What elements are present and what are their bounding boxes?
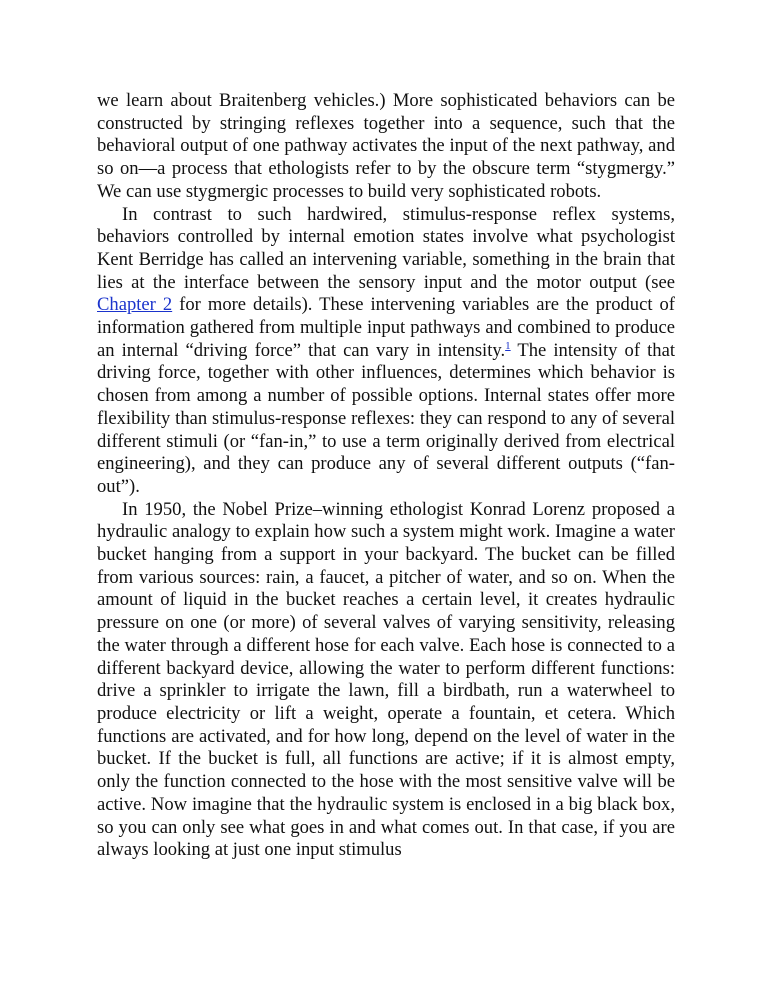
- paragraph-3: In 1950, the Nobel Prize–winning ethologist Konrad Lorenz proposed a hydraulic analogy to explain how such a system might work. Imagine a water bucket hanging from a support in your backyard. The bucket can be filled from various sources: rain, a faucet, a pitcher of water, and so on. When the amount of liquid in the bucket reaches a certain level, it creates hydraulic pressure on one (or more) of several valves of varying sensitivity, releasing the water through a different hose for each valve. Each hose is connected to a different backyard device, allowing the water to perform different functions: drive a sprinkler to irrigate the lawn, fill a birdbath, run a waterwheel to produce electricity or lift a weight, operate a fountain, et cetera. Which functions are activated, and for how long, depend on the level of water in the bucket. If the bucket is full, all functions are active; if it is almost empty, only the function connected to the hose with the most sensitive valve will be active. Now imagine that the hydraulic system is enclosed in a big black box, so you can only see what goes in and what comes out. In that case, if you are always looking at just one input stimulus: [97, 498, 675, 861]
- footnote-1-link[interactable]: 1: [505, 339, 511, 352]
- chapter-2-link[interactable]: Chapter 2: [97, 294, 173, 316]
- paragraph-2: [97, 204, 675, 499]
- paragraph-2-text-end: The intensity of that driving force, together with other influences, determines which behavior is chosen from among a number of possible options. Internal states offer more flexibility than stimulus-response reflexes: they can respond to any of several different stimuli (or “fan-in,” to use a term originally derived from electrical engineering), and they can produce any of several different outputs (“fan-out”).: [97, 339, 675, 497]
- paragraph-2-text-middle: for more details). These intervening variables are the product of information gathered from multiple input pathways and combined to produce an internal “driving force” that can vary in intensity.: [97, 294, 675, 361]
- paragraph-1: we learn about Braitenberg vehicles.) More sophisticated behaviors can be constructed by stringing reflexes together into a sequence, such that the behavioral output of one pathway activates the input of the next pathway, and so on—a process that ethologists refer to by the obscure term “stygmergy.” We can use stygmergic processes to build very sophisticated robots.: [97, 90, 675, 202]
- page-body: [97, 90, 675, 862]
- paragraph-2-text-start: In contrast to such hardwired, stimulus-response reflex systems, behaviors controlled by internal emotion states involve what psychologist Kent Berridge has called an intervening variable, something in the brain that lies at the interface between the sensory input and the motor output (see: [97, 203, 675, 293]
